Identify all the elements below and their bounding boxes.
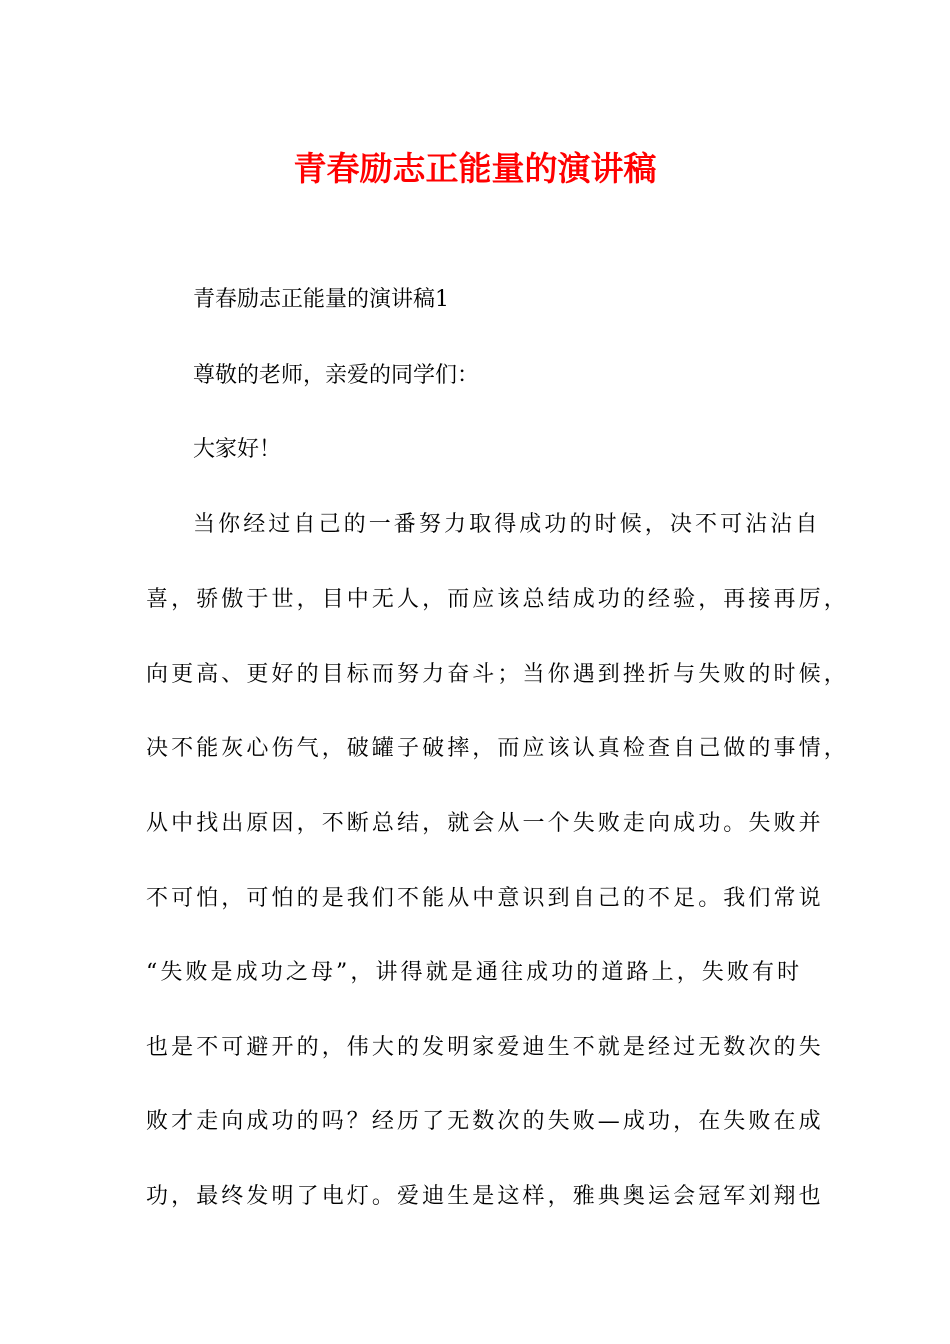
paragraph-line: “失败是成功之母”，讲得就是通往成功的道路上，失败有时 <box>146 960 803 985</box>
document-title: 青春励志正能量的演讲稿 <box>293 149 657 188</box>
paragraph-line: 向更高、更好的目标而努力奋斗；当你遇到挫折与失败的时候， <box>146 662 849 687</box>
paragraph-line: 当你经过自己的一番努力取得成功的时候，决不可沾沾自 <box>193 512 821 537</box>
paragraph-line: 喜，骄傲于世，目中无人，而应该总结成功的经验，再接再厉， <box>146 587 849 612</box>
paragraph-line: 也是不可避开的，伟大的发明家爱迪生不就是经过无数次的失 <box>146 1035 824 1060</box>
paragraph-line: 不可怕，可怕的是我们不能从中意识到自己的不足。我们常说 <box>146 886 824 911</box>
paragraph-line: 败才走向成功的吗？经历了无数次的失败—成功，在失败在成 <box>146 1109 824 1134</box>
paragraph-line: 从中找出原因，不断总结，就会从一个失败走向成功。失败并 <box>146 811 824 836</box>
salutation: 尊敬的老师，亲爱的同学们： <box>193 363 480 388</box>
greeting: 大家好！ <box>193 437 282 462</box>
paragraph-line: 功，最终发明了电灯。爱迪生是这样，雅典奥运会冠军刘翔也 <box>146 1184 824 1209</box>
speech-subtitle: 青春励志正能量的演讲稿1 <box>193 287 449 312</box>
paragraph-line: 决不能灰心伤气，破罐子破摔，而应该认真检查自己做的事情， <box>146 736 849 761</box>
